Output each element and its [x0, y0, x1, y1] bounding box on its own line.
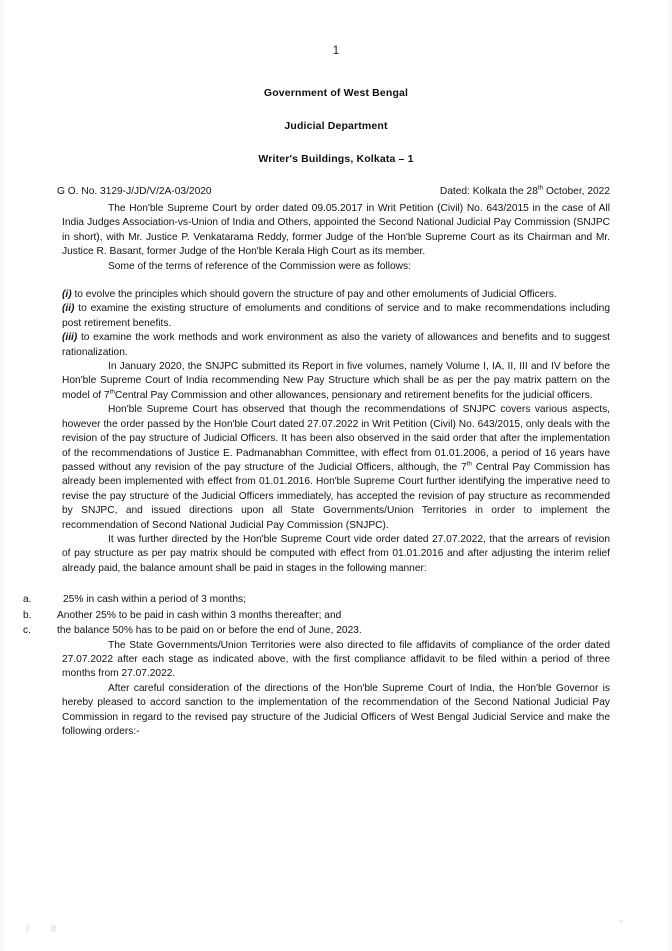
order-date-ordinal: th	[537, 184, 544, 192]
paragraph-snjpc-report	[62, 360, 610, 403]
letterhead-department: Judicial Department	[284, 120, 388, 132]
payment-stage-item	[20, 623, 580, 639]
payment-stages-list	[20, 592, 580, 639]
paragraph-court-observations-part1: Hon'ble Supreme Court has observed that though the recommendations of SNJPC covers various aspects, however the order passed by the Hon'ble Court dated 27.07.2022 in Writ Petition (Civil) No. 643/2015, only deals with the revision of the pay structure of Judicial Officers. It has been also observed in the said order that after the implementation of the recommendations of Justice E. Padmanabhan Committee, with effect from 01.01.2006, a period of 16 years have passed without any revision of the pay structure of the Judicial Officers, although, the 7	[62, 404, 610, 473]
scan-speck	[619, 920, 623, 923]
term-marker: (ii)	[62, 303, 75, 315]
order-date-suffix: October, 2022	[543, 186, 610, 197]
payment-stage-marker: b.	[23, 609, 32, 621]
term-of-reference-item	[62, 302, 610, 331]
letterhead	[62, 87, 610, 165]
paragraph-court-observations	[62, 403, 610, 533]
scan-speck	[51, 925, 56, 932]
term-of-reference-item	[62, 331, 610, 360]
term-marker: (iii)	[62, 332, 78, 344]
letterhead-government: Government of West Bengal	[263, 87, 409, 99]
paragraph-snjpc-report-part2: Central Pay Commission and other allowances, pensionary and retirement benefits for the judicial officers.	[114, 389, 593, 401]
term-marker: (i)	[62, 289, 72, 301]
payment-stage-text: the balance 50% has to be paid on or before the end of June, 2023.	[57, 625, 362, 637]
ordinal-superscript: th	[466, 460, 472, 468]
paragraph-commission-constitution: The Hon'ble Supreme Court by order dated 09.05.2017 in Writ Petition (Civil) No. 643/2015 in the case of All India Judges Association-vs-Union of India and Others, appointed the Second National Judicial Pay Commission (SNJPC in short), with Mr. Justice P. Venkatarama Reddy, former Judge of the Hon'ble Supreme Court as its Chairman and Mr. Justice R. Basant, former Judge of the Hon'ble Kerala High Court as its member.	[62, 203, 610, 258]
page-number: 1	[332, 45, 340, 57]
terms-of-reference-list	[62, 288, 610, 360]
payment-stage-marker: a.	[23, 594, 32, 606]
payment-stage-text: 25% in cash within a period of 3 months;	[63, 594, 246, 606]
payment-stage-marker: c.	[23, 625, 31, 637]
term-text: to examine the existing structure of emoluments and conditions of service and to make recommendations including post retirement benefits.	[62, 303, 610, 329]
order-date	[440, 186, 610, 197]
term-of-reference-item	[62, 288, 610, 302]
order-date-prefix: Dated: Kolkata the 28	[439, 186, 538, 197]
paragraph-arrears-direction: It was further directed by the Hon'ble Supreme Court vide order dated 27.07.2022, that the arrears of revision of pay structure as per pay matrix should be computed with effect from 01.01.2016 and after adjusting the interim relief already paid, the balance amount shall be paid in stages in the following manner:	[62, 533, 610, 574]
payment-stage-item	[20, 608, 580, 624]
term-text: to evolve the principles which should govern the structure of pay and other emoluments of Judicial Officers.	[71, 289, 557, 301]
term-text: to examine the work methods and work environment as also the variety of allowances and benefits and to suggest rationalization.	[62, 332, 610, 358]
payment-stage-text: Another 25% to be paid in cash within 3 months thereafter; and	[57, 609, 342, 621]
paragraph-snjpc-report-part1: In January 2020, the SNJPC submitted its Report in five volumes, namely Volume I, IA, II, III and IV before the Hon'ble Supreme Court of India recommending New Pay Structure which shall be as per the pay matrix pattern on the model of 7	[62, 361, 610, 401]
paragraph-court-observations-part2: Central Pay Commission has already been implemented with effect from 01.01.2016. Hon'ble Supreme Court further identifying the imperative need to revise the pay structure of the Judicial Officers immediately, has accepted the revision of pay structure as recommended by SNJPC, and issued directions upon all State Governments/Union Territories in order to implement the recommendation of Second National Judicial Pay Commission (SNJPC).	[62, 461, 610, 531]
scan-edge-artifact-left	[0, 0, 6, 951]
ordinal-superscript: th	[109, 388, 115, 396]
paragraph-terms-intro: Some of the terms of reference of the Commission were as follows:	[108, 260, 411, 272]
scan-speck	[26, 925, 29, 932]
letterhead-address: Writer's Buildings, Kolkata – 1	[258, 153, 414, 165]
scan-edge-artifact-right	[665, 0, 672, 951]
document-content	[23, 0, 610, 740]
go-number: G O. No. 3129-J/JD/V/2A-03/2020	[57, 186, 212, 197]
paragraph-compliance-affidavits: The State Governments/Union Territories were also directed to file affidavits of compliance of the order dated 27.07.2022 after each stage as indicated above, with the first compliance affidavit to be filed within a period of three months from 27.07.2022.	[62, 639, 610, 680]
payment-stage-item	[20, 592, 580, 608]
order-meta-row	[57, 184, 610, 202]
paragraph-governor-sanction: After careful consideration of the directions of the Hon'ble Supreme Court of India, the Hon'ble Governor is hereby pleased to accord sanction to the implementation of the recommendation of the Second National Judicial Pay Commission in regard to the revised pay structure of the Judicial Officers of West Bengal Judicial Service and make the following orders:-	[62, 682, 610, 738]
